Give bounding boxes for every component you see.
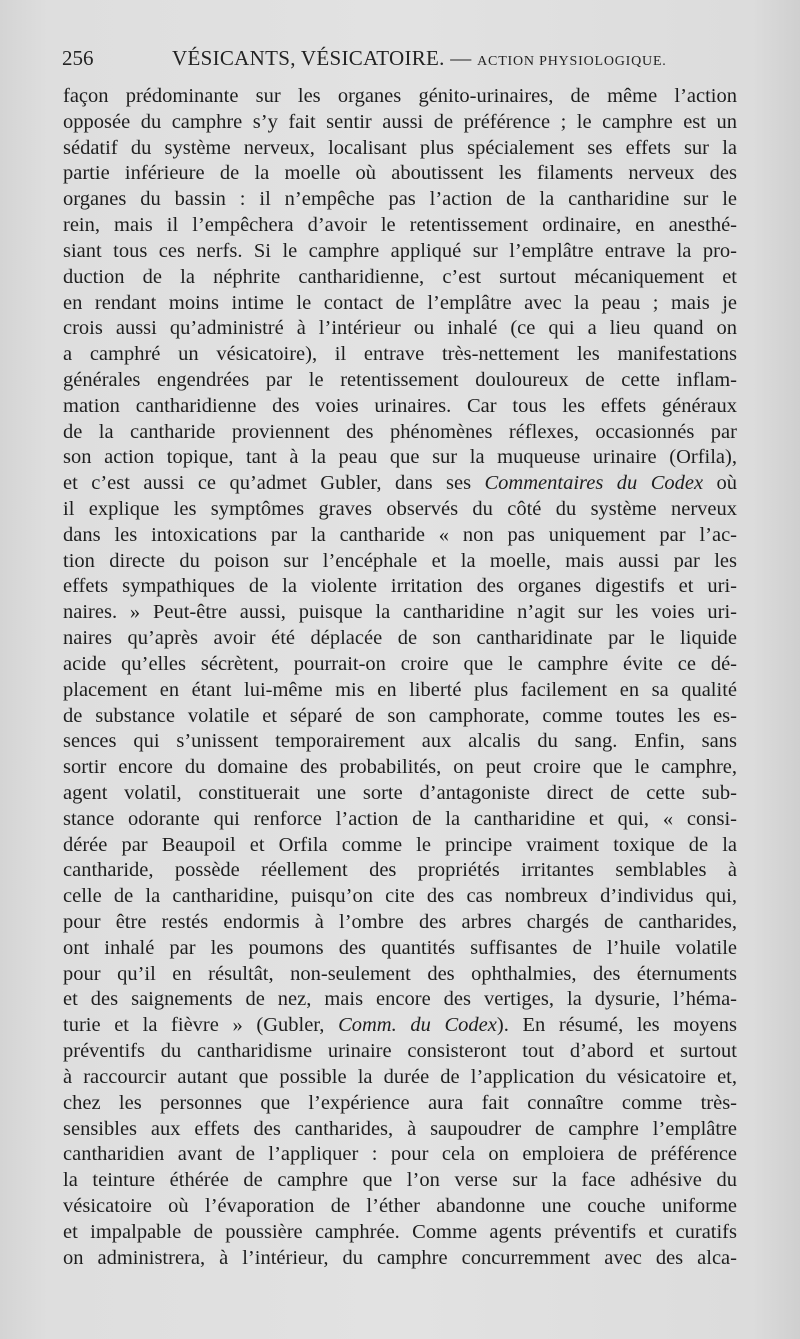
text-line: siant tous ces nerfs. Si le camphre appliqué sur l’emplâtre entrave la pro-	[63, 239, 737, 262]
page-number: 256	[62, 46, 94, 70]
text-line: préventifs du cantharidisme urinaire consisteront tout d’abord et surtout	[63, 1040, 737, 1063]
text-line: acide qu’elles sécrètent, pourrait-on croire que le camphre évite ce dé-	[63, 652, 737, 675]
text-line: on administrera, à l’intérieur, du camphre concurremment avec des alca-	[63, 1246, 737, 1269]
italic-title: Commentaires du Codex	[484, 472, 704, 495]
text-line: sences qui s’unissent temporairement aux alcalis du sang. Enfin, sans	[63, 730, 737, 753]
text-line: générales engendrées par le retentissement douloureux de cette inflam-	[63, 368, 737, 391]
text-line: sédatif du système nerveux, localisant plus spécialement ses effets sur la	[63, 136, 737, 159]
text-line: tion directe du poison sur l’encéphale et la moelle, mais aussi par les	[63, 549, 737, 572]
body-text	[63, 84, 737, 1271]
text-line: de substance volatile et séparé de son camphorate, comme toutes les es-	[63, 704, 737, 727]
text-line: dérée par Beaupoil et Orfila comme le principe vraiment toxique de la	[63, 833, 737, 856]
running-header	[62, 46, 742, 76]
text-line	[63, 1013, 737, 1039]
running-title-main: VÉSICANTS, VÉSICATOIRE. —	[172, 46, 478, 70]
text-line	[63, 471, 737, 497]
text-line: ont inhalé par les poumons des quantités suffisantes de l’huile volatile	[63, 936, 737, 959]
text-line: dans les intoxications par la cantharide « non pas uniquement par l’ac-	[63, 523, 737, 546]
italic-title: Comm. du Codex	[338, 1014, 497, 1037]
text-line: duction de la néphrite cantharidienne, c’est surtout mécaniquement et	[63, 265, 737, 288]
text-line: la teinture éthérée de camphre que l’on verse sur la face adhésive du	[63, 1169, 737, 1192]
text-line: sensibles aux effets des cantharides, à saupoudrer de camphre l’emplâtre	[63, 1117, 737, 1140]
text-line: de la cantharide proviennent des phénomènes réflexes, occasionnés par	[63, 420, 737, 443]
text-line: cantharide, possède réellement des propriétés irritantes semblables à	[63, 859, 737, 882]
text-line: agent volatil, constituerait une sorte d’antagoniste direct de cette sub-	[63, 781, 737, 804]
text-line: mation cantharidienne des voies urinaires. Car tous les effets généraux	[63, 394, 737, 417]
text-line: naires. » Peut-être aussi, puisque la cantharidine n’agit sur les voies uri-	[63, 601, 737, 624]
text-line: façon prédominante sur les organes génito-urinaires, de même l’action	[63, 85, 737, 107]
text-line: placement en étant lui-même mis en liberté plus facilement en sa qualité	[63, 678, 737, 701]
text-line: pour qu’il en résultât, non-seulement des ophthalmies, des éternuments	[63, 962, 737, 985]
text-line: crois aussi qu’administré à l’intérieur ou inhalé (ce qui a lieu quand on	[63, 317, 737, 340]
text-line: son action topique, tant à la peau que sur la muqueuse urinaire (Orfila),	[63, 446, 737, 469]
text-line: chez les personnes que l’expérience aura fait connaître comme très-	[63, 1091, 737, 1114]
text-line: et impalpable de poussière camphrée. Comme agents préventifs et curatifs	[63, 1220, 737, 1243]
running-title-section: ACTION PHYSIOLOGIQUE.	[477, 54, 667, 69]
text-line: opposée du camphre s’y fait sentir aussi de préférence ; le camphre est un	[63, 110, 737, 133]
text-line: a camphré un vésicatoire), il entrave très-nettement les manifestations	[63, 343, 737, 366]
text-line: pour être restés endormis à l’ombre des arbres chargés de cantharides,	[63, 911, 737, 933]
text-line: organes du bassin : il n’empêche pas l’action de la cantharidine sur le	[63, 188, 737, 211]
text-line: cantharidien avant de l’appliquer : pour cela on emploiera de préférence	[63, 1143, 737, 1166]
text-line: à raccourcir autant que possible la durée de l’application du vésicatoire et,	[63, 1065, 737, 1088]
text-line: stance odorante qui renforce l’action de la cantharidine et qui, « consi-	[63, 807, 737, 830]
text-line: et des saignements de nez, mais encore des vertiges, la dysurie, l’héma-	[63, 988, 737, 1011]
text-run: où	[703, 472, 738, 495]
running-title	[172, 46, 667, 71]
text-line: sortir encore du domaine des probabilités, on peut croire que le camphre,	[63, 756, 737, 779]
text-run: et c’est aussi ce qu’admet Gubler, dans ses	[63, 472, 485, 495]
text-line: effets sympathiques de la violente irritation des organes digestifs et uri-	[63, 575, 737, 598]
text-run: turie et la fièvre » (Gubler,	[63, 1014, 339, 1037]
text-run: ). En résumé, les moyens	[496, 1014, 738, 1037]
text-line: naires qu’après avoir été déplacée de son cantharidinate par le liquide	[63, 627, 737, 650]
text-line: partie inférieure de la moelle où aboutissent les filaments nerveux des	[63, 162, 737, 185]
text-line: il explique les symptômes graves observés du côté du système nerveux	[63, 498, 737, 520]
text-line: en rendant moins intime le contact de l’emplâtre avec la peau ; mais je	[63, 291, 737, 314]
text-line: celle de la cantharidine, puisqu’on cite des cas nombreux d’individus qui,	[63, 885, 737, 908]
text-line: vésicatoire où l’évaporation de l’éther abandonne une couche uniforme	[63, 1194, 737, 1217]
text-line: rein, mais il l’empêchera d’avoir le retentissement ordinaire, en anesthé-	[63, 214, 737, 237]
